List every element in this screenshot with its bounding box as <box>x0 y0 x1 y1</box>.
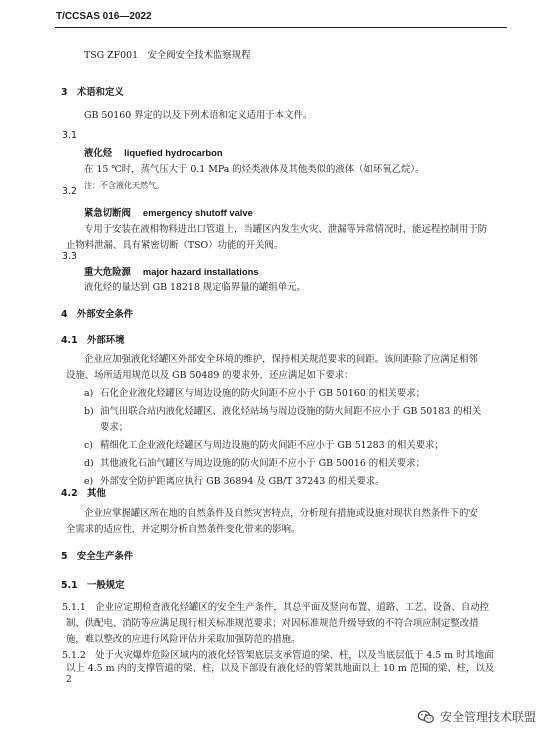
section-5-1-heading: 5.1 一般规定 <box>61 580 125 591</box>
term-3-3-zh: 重大危险源 <box>84 267 131 278</box>
reference-tsg: TSG ZF001 安全阀安全技术监察规程 <box>84 50 251 61</box>
term-3-2-number: 3.2 <box>62 186 77 197</box>
section-4-2-para-line1: 企业应掌握罐区所在地的自然条件及自然灾害特点，分析现有措施或设施对现状自然条件下的安 <box>84 508 478 519</box>
list-item-b <box>84 406 482 418</box>
clause-5-1-1-line1: 5.1.1 企业应定期检查液化烃罐区的安全生产条件，其总平面及竖向布置、道路、工艺、设备、自动控 <box>62 602 489 613</box>
term-3-2-title <box>84 207 253 220</box>
list-item-d-mark: d) <box>84 458 94 469</box>
section-3-intro: GB 50160 界定的以及下列术语和定义适用于本文件。 <box>84 110 313 121</box>
term-3-3-definition: 液化烃的量达到 GB 18218 规定临界量的罐组单元。 <box>84 282 306 293</box>
list-item-b-text: 油气田联合站内液化烃罐区、液化烃站场与周边设施的防火间距不应小于 GB 50183 的相关 <box>100 406 482 417</box>
clause-5-1-1-line3: 施，难以整改的应进行风险评估并采取加强防范的措施。 <box>66 634 301 645</box>
term-3-3-title <box>84 266 259 279</box>
list-item-c-mark: c) <box>84 440 93 451</box>
section-4-2-heading: 4.2 其他 <box>61 488 106 499</box>
watermark-text: 安全管理技术联盟 <box>439 710 536 724</box>
term-3-2-definition-line2: 止物料泄漏、具有紧密切断（TSO）功能的开关阀。 <box>66 240 284 251</box>
term-3-1-number: 3.1 <box>62 130 77 141</box>
term-3-1-title <box>84 147 223 160</box>
list-item-c <box>84 440 444 452</box>
section-4-1-para-line2: 设施、场所适用规范以及 GB 50489 的要求外，还应满足如下要求： <box>66 370 354 381</box>
list-item-d <box>84 458 426 470</box>
list-item-a <box>84 388 426 400</box>
section-4-2-para-line2: 全需求的适应性，并定期分析自然条件变化带来的影响。 <box>66 524 301 535</box>
list-item-d-text: 其他液化石油气罐区与周边设施的防火间距不应小于 GB 50016 的相关要求； <box>100 458 426 469</box>
section-5-heading: 5 安全生产条件 <box>61 551 134 562</box>
clause-5-1-2-line2: 以上 4.5 m 内的支撑管道的梁、柱，以及下部设有液化烃的管架其地面以上 10 m 范围的梁、柱，以及 <box>66 663 495 674</box>
section-3-heading: 3 术语和定义 <box>61 87 124 98</box>
list-item-e-mark: e) <box>84 476 94 487</box>
list-item-c-text: 精细化工企业液化烃罐区与周边设施的防火间距不应小于 GB 51283 的相关要求； <box>100 440 444 451</box>
term-3-2-definition-line1: 专用于安装在液相物料进出口管道上，当罐区内发生火灾、泄漏等异常情况时，能远程控制用于防 <box>84 224 488 235</box>
section-4-1-heading: 4.1 外部环境 <box>61 335 125 346</box>
clause-5-1-1-line2: 制、供配电、消防等应满足现行相关标准规范要求；对因标准规范升级导致的不符合项应制定整改措 <box>66 618 479 629</box>
list-item-b-mark: b) <box>84 406 94 417</box>
term-3-2-en: emergency shutoff valve <box>142 207 253 218</box>
list-item-b-text-line2: 要求； <box>100 422 129 433</box>
list-item-e <box>84 476 385 488</box>
standard-number: T/CCSAS 016—2022 <box>56 11 152 22</box>
list-item-a-text: 石化企业液化烃罐区与周边设施的防火间距不应小于 GB 50160 的相关要求； <box>100 388 426 399</box>
page-number: 2 <box>66 675 72 685</box>
term-3-3-en: major hazard installations <box>142 266 259 277</box>
section-4-heading: 4 外部安全条件 <box>61 309 134 320</box>
term-3-1-en: liquefied hydrocarbon <box>124 147 223 158</box>
watermark <box>417 708 536 725</box>
section-4-1-para-line1: 企业应加强液化烃罐区外部安全环境的维护，保持相关规范要求的间距。该间距除了应满足相邻 <box>84 354 478 365</box>
term-3-1-note: 注：不含液化天然气。 <box>84 181 164 190</box>
clause-5-1-2-line1: 5.1.2 处于火灾爆炸危险区域内的液化烃管架底层支承管道的梁、柱，以及当底层低于 4.5 m 时其地面 <box>62 650 494 661</box>
term-3-1-definition: 在 15 ℃时，蒸气压大于 0.1 MPa 的烃类液体及其他类似的液体（如环氧乙烷）。 <box>84 164 425 175</box>
list-item-a-mark: a) <box>84 388 94 399</box>
wechat-icon <box>417 710 435 724</box>
term-3-2-zh: 紧急切断阀 <box>84 208 131 219</box>
term-3-3-number: 3.3 <box>62 251 77 262</box>
term-3-1-zh: 液化烃 <box>84 148 113 159</box>
header-rule <box>55 27 507 28</box>
list-item-e-text: 外部安全防护距离应执行 GB 36894 及 GB/T 37243 的相关要求。 <box>100 476 385 487</box>
